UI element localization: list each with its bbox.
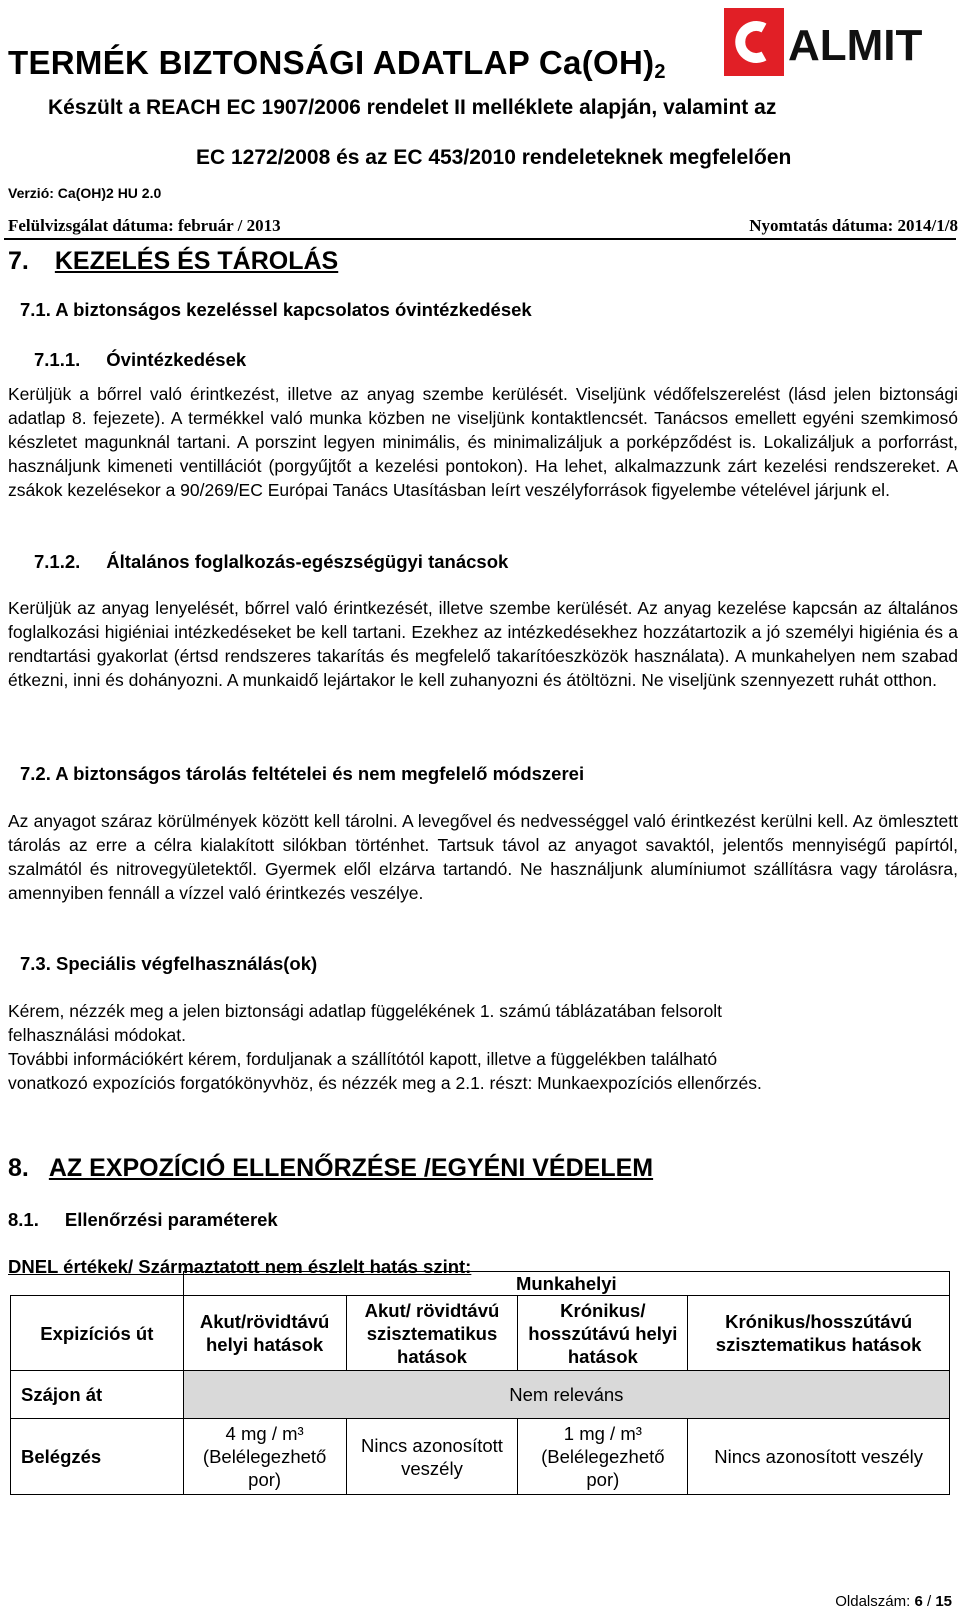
- storage-paragraph: Az anyagot száraz körülmények között kell tárolni. A levegővel és nedvességgel való érintkezést kerülni kell. Az ömlesztett tárolás az erre a célra kialakított silókban történhet. Tartsuk távol az anyagot savaktól, jelentős mennyiségű papírtól, szalmától és nitrovegyületektől. Gyermek elől elzárva tartandó. Ne használjunk alumíniumot szállításra vagy tárolásra, amennyiben fennáll a vízzel való érintkezés veszélye.: [8, 811, 958, 903]
- col-header-chronic-local: Krónikus/ hosszútávú helyi hatások: [518, 1296, 688, 1371]
- precautions-paragraph: Kerüljük a bőrrel való érintkezést, illetve az anyag szembe kerülését. Viseljünk védőfelszerelést (lásd jelen biztonsági adatlap 8. fejezete). A termékkel való munka közben ne viseljünk kontaktlencsét. Tanácsos emellett egyéni szemkimosó készletet magunknál tartani. A porszint legyen minimális, és minimalizáljuk a porképződést is. Lokalizáljuk a porforrást, használjunk kimeneti ventillációt (porgyűjtőt a kezelési pontokon). Ha lehet, alkalmazzunk zárt kezelési rendszereket. A zsákok kezelésekor a 90/269/EC Európai Tanács Utasításban leírt veszélyforrások figyelembe vételével járjunk el.: [8, 384, 958, 500]
- dnel-title: DNEL értékek/ Származtatott nem észlelt hatás szint:: [8, 1256, 472, 1277]
- group-header: Munkahelyi: [183, 1272, 949, 1296]
- end-use-paragraph: Kérem, nézzék meg a jelen biztonsági adatlap függelékének 1. számú táblázatában felsorolt felhasználási módokat. További információkért kérem, forduljanak a szállítótól kapott, illetve a függelékben található vonatkozó expozíciós forgatókönyvhöz, és nézzék meg a 2.1. részt: Munkaexpozíciós ellenőrzés.: [8, 1001, 762, 1093]
- col-header-acute-systemic: Akut/ rövidtávú szisztematikus hatások: [346, 1296, 518, 1371]
- regulation-line-1: Készült a REACH EC 1907/2006 rendelet II melléklete alapján, valamint az: [48, 96, 777, 119]
- section-8-heading: 8. AZ EXPOZÍCIÓ ELLENŐRZÉSE /EGYÉNI VÉDELEM: [8, 1154, 654, 1182]
- section-7-1-heading: 7.1. A biztonságos kezeléssel kapcsolatos óvintézkedések: [20, 299, 532, 320]
- table-corner: [11, 1272, 184, 1296]
- dnel-table: [10, 1271, 950, 1495]
- section-8-1-heading: 8.1. Ellenőrzési paraméterek: [8, 1209, 278, 1230]
- row-label-oral: Szájon át: [11, 1371, 184, 1419]
- version-label: Verzió: Ca(OH)2 HU 2.0: [8, 185, 162, 201]
- col-header-route: Expizíciós út: [11, 1296, 184, 1371]
- section-7-1-2-heading: 7.1.2. Általános foglalkozás-egészségügyi tanácsok: [34, 551, 509, 572]
- page-number: Oldalszám: 6 / 15: [835, 1593, 952, 1610]
- section-7-1-1-heading: 7.1.1. Óvintézkedések: [34, 349, 247, 370]
- revision-date: Felülvizsgálat dátuma: február / 2013: [8, 216, 281, 235]
- table-cell: Nincs azonosított veszély: [688, 1419, 950, 1495]
- hygiene-paragraph: Kerüljük az anyag lenyelését, bőrrel való érintkezését, illetve szembe kerülését. Az anyag kezelése kapcsán az általános foglalkozási higiéniai intézkedéseket be kell tartani. Ezekhez az intézkedésekhez hozzátartozik a jó személyi higiénia és a rendtartási gyakorlat (értsd rendszeres takarítás és megfelelő takarítóeszközök használata). A munkahelyen nem szabad étkezni, inni és dohányozni. A munkaidő lejártakor le kell zuhanyozni és átöltözni. Ne viseljünk szennyezett ruhát otthon.: [8, 598, 958, 690]
- row-label-inhalation: Belégzés: [11, 1419, 184, 1495]
- regulation-line-2: EC 1272/2008 és az EC 453/2010 rendeleteknek megfelelően: [196, 146, 792, 169]
- section-7-3-heading: 7.3. Speciális végfelhasználás(ok): [20, 953, 318, 974]
- col-header-acute-local: Akut/rövidtávú helyi hatások: [183, 1296, 346, 1371]
- header-divider: [4, 238, 956, 240]
- svg-text:ALMIT: ALMIT: [788, 21, 923, 70]
- document-title: TERMÉK BIZTONSÁGI ADATLAP $Ca(OH)_2$: [8, 44, 666, 83]
- oral-value: Nem releváns: [183, 1371, 949, 1419]
- calmit-logo: [724, 8, 950, 76]
- col-header-chronic-systemic: Krónikus/hosszútávú szisztematikus hatások: [688, 1296, 950, 1371]
- section-7-heading: 7. KEZELÉS ÉS TÁROLÁS: [8, 247, 339, 275]
- table-cell: 4 mg / m³ (Belélegezhető por): [183, 1419, 346, 1495]
- table-cell: Nincs azonosított veszély: [346, 1419, 518, 1495]
- section-7-2-heading: 7.2. A biztonságos tárolás feltételei és nem megfelelő módszerei: [20, 763, 585, 784]
- print-date: Nyomtatás dátuma: 2014/1/8: [749, 216, 958, 235]
- table-cell: 1 mg / m³ (Belélegezhető por): [518, 1419, 688, 1495]
